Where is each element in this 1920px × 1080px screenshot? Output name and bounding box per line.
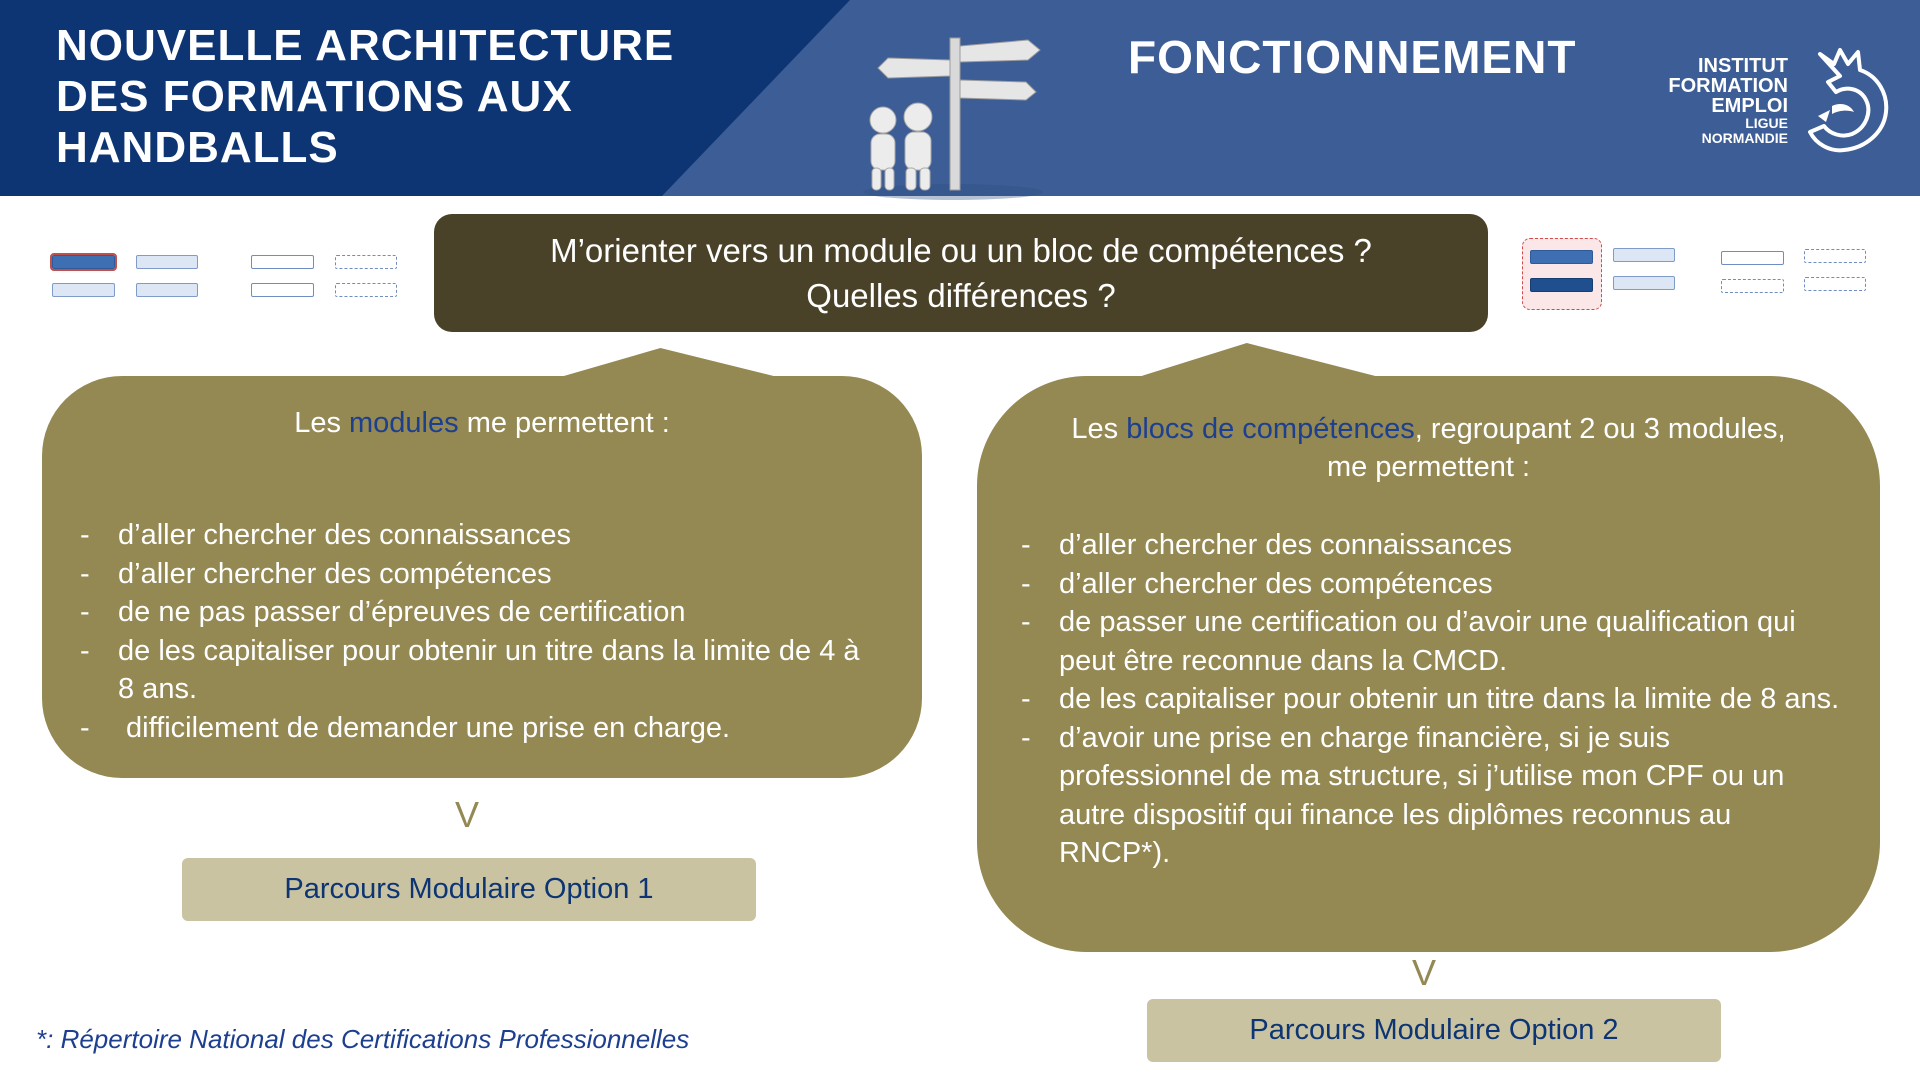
modules-intro [42,404,922,442]
thumb-block [1613,248,1675,262]
modules-arrow-down: V [455,794,480,835]
modules-keyword: modules [349,407,459,439]
thumb-block [1613,276,1675,290]
blocs-callout [977,376,1880,952]
title-line-1: NOUVELLE ARCHITECTURE [56,21,675,70]
signpost-people-illustration [858,30,1058,200]
thumb-block [136,283,198,297]
logo-line-ligue: LIGUE [1745,115,1788,131]
list-item: - de ne pas passer d’épreuves de certification [80,593,882,632]
thumb-block [1721,279,1784,293]
thumb-selection-frame [1522,238,1602,310]
blocs-intro-line-2: me permettent : [1326,451,1531,483]
rooster-logo-icon [1800,46,1892,154]
list-item: - de passer une certification ou d’avoir une qualification qui peut être reconnue dans la CMCD. [1021,603,1840,680]
section-label: FONCTIONNEMENT [1128,31,1577,83]
thumb-block [1804,277,1866,291]
logo-line-formation: FORMATION [1668,75,1788,97]
modules-benefits-list [80,516,882,747]
title-line-3: HANDBALLS [56,123,339,172]
blocs-intro-line-1 [997,410,1860,448]
list-item: - de les capitaliser pour obtenir un titre dans la limite de 4 à 8 ans. [80,632,882,709]
intro-text: Les [294,407,350,439]
blocs-intro [997,410,1860,486]
page-title [56,20,674,173]
option-1-button[interactable]: Parcours Modulaire Option 1 [182,858,756,921]
list-item: - d’aller chercher des connaissances [1021,526,1840,565]
thumb-block [1721,251,1784,265]
thumb-block [335,283,397,297]
blocs-benefits-list [1021,526,1840,873]
blocs-keyword: blocs de compétences [1126,413,1415,445]
list-item: - difficilement de demander une prise en charge. [80,709,882,748]
list-item: - d’avoir une prise en charge financière, si je suis professionnel de ma structure, si j’utilise mon CPF ou un autre dispositif qui finance les diplômes reconnus au RNCP*). [1021,719,1840,873]
blocs-callout-pointer [1132,343,1387,379]
question-line-1: M’orienter vers un module ou un bloc de compétences ? [550,232,1372,269]
intro-text: , regroupant 2 ou 3 modules, [1414,413,1786,445]
list-item: - d’aller chercher des compétences [1021,565,1840,604]
intro-text: me permettent : [458,407,670,439]
thumb-block [52,255,115,269]
logo-line-institut: INSTITUT [1698,55,1788,77]
logo-line-normandie: NORMANDIE [1701,130,1788,146]
list-item: - de les capitaliser pour obtenir un titre dans la limite de 8 ans. [1021,680,1840,719]
option-2-button[interactable]: Parcours Modulaire Option 2 [1147,999,1721,1062]
thumb-block [52,283,115,297]
institut-logo-text [1636,56,1788,146]
thumb-block [251,283,314,297]
list-item: - d’aller chercher des compétences [80,555,882,594]
modules-callout [42,376,922,778]
list-item: - d’aller chercher des connaissances [80,516,882,555]
footnote: *: Répertoire National des Certifications Professionnelles [36,1024,690,1054]
thumb-block [335,255,397,269]
question-line-2: Quelles différences ? [806,277,1116,314]
title-line-2: DES FORMATIONS AUX [56,72,573,121]
thumb-block [1530,250,1593,264]
blocs-arrow-down: V [1412,952,1437,993]
logo-line-emploi: EMPLOI [1711,95,1788,117]
thumb-block [1804,249,1866,263]
thumb-block [251,255,314,269]
intro-text: Les [1071,413,1127,445]
question-box [434,214,1488,332]
thumb-block [1530,278,1593,292]
thumb-block [136,255,198,269]
